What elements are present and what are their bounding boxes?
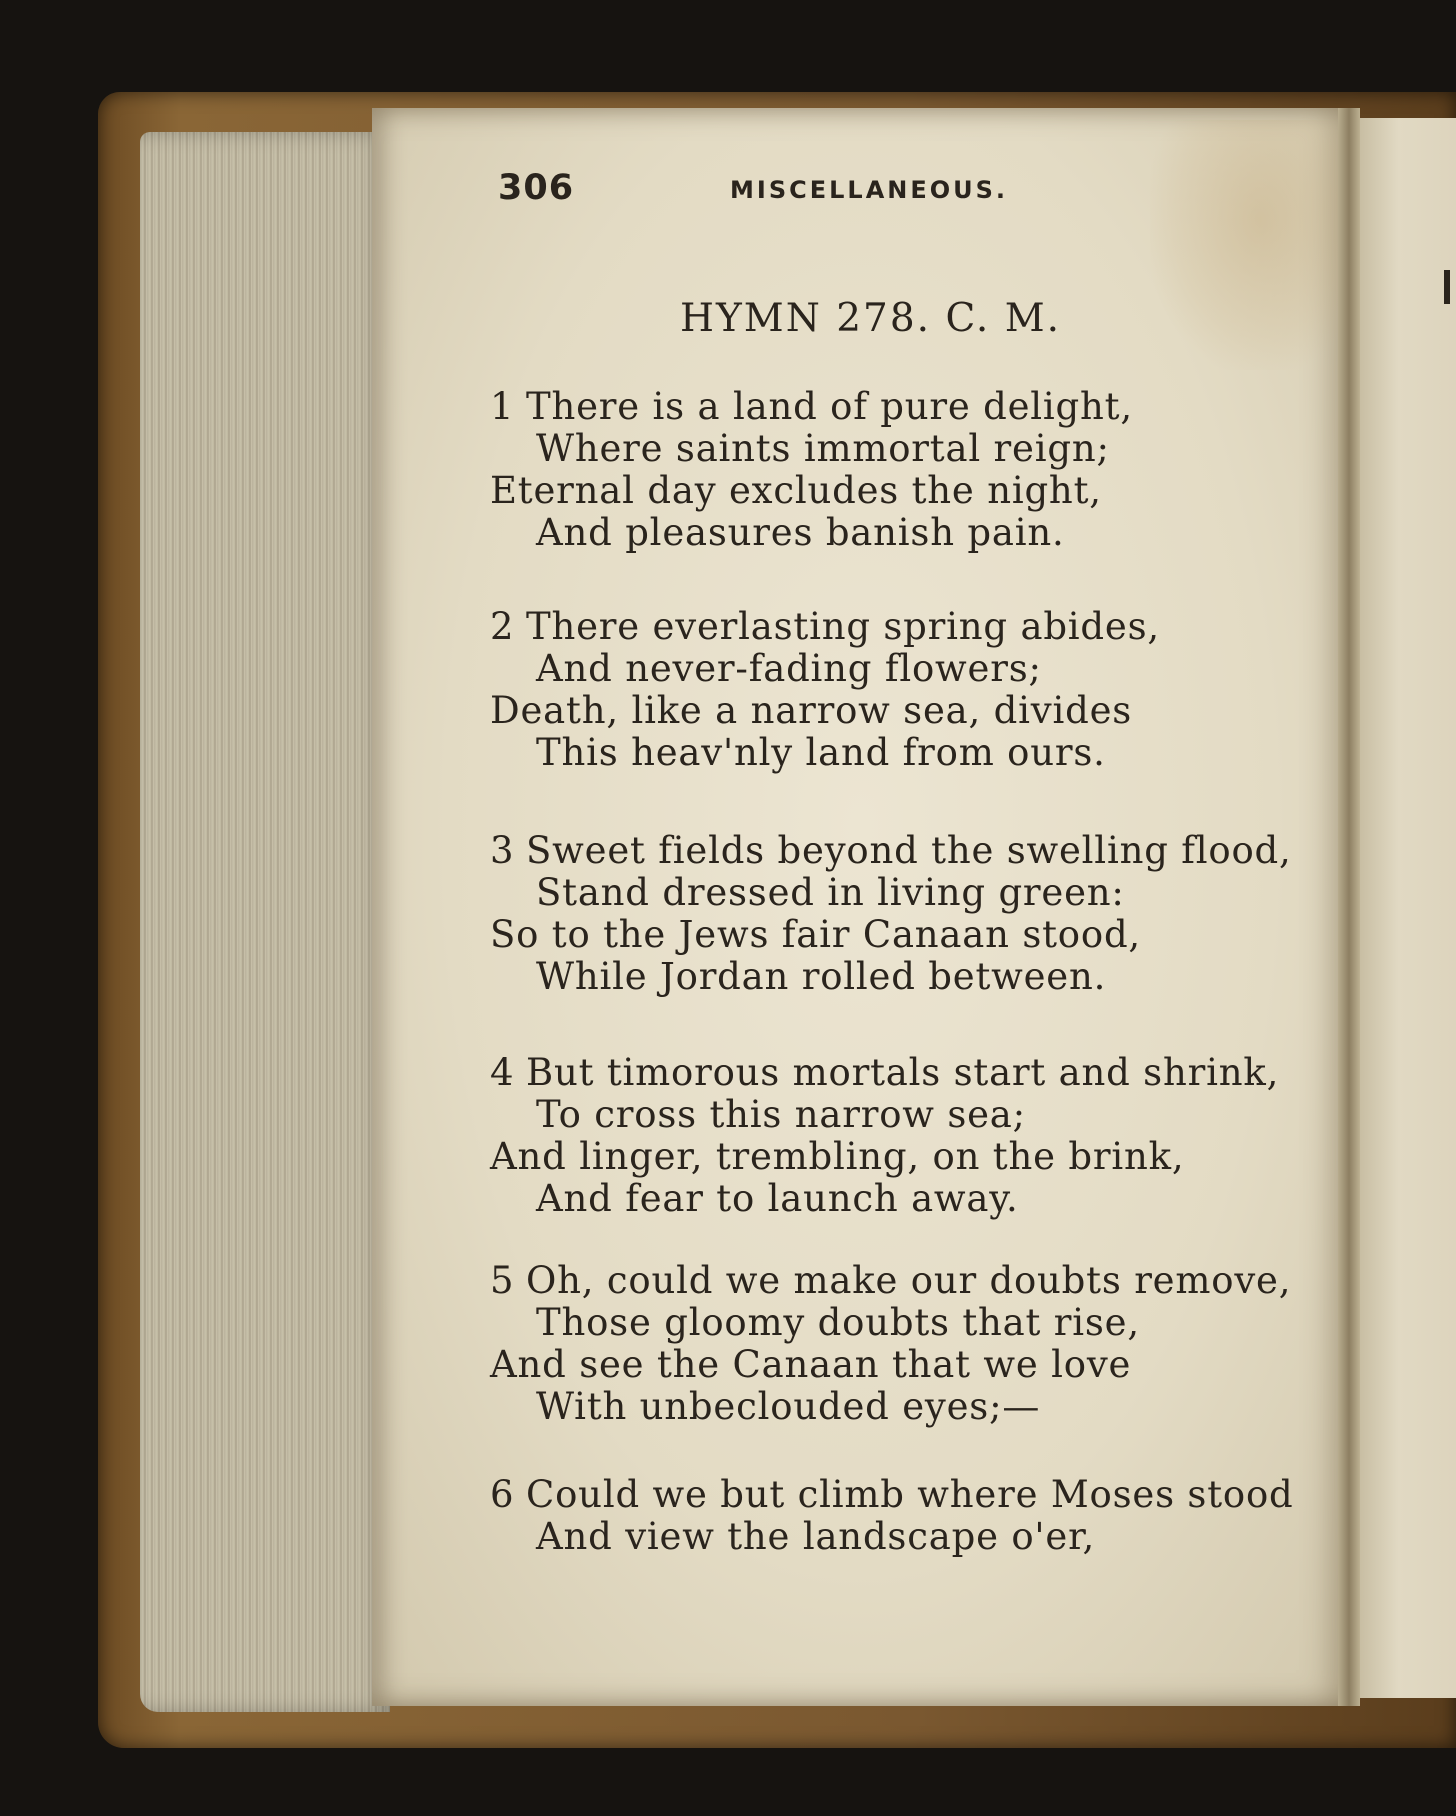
- hymn-line: [488, 914, 1292, 956]
- hymn-line: [488, 1178, 1279, 1220]
- hymn-line: [488, 386, 1133, 428]
- stanza: [488, 1474, 1294, 1558]
- line-text: And see the Canaan that we love: [490, 1343, 1132, 1386]
- hymn-line: [488, 872, 1292, 914]
- line-text: There is a land of pure delight,: [526, 385, 1133, 428]
- line-text: To cross this narrow sea;: [536, 1093, 1026, 1136]
- line-text: And never-fading flowers;: [536, 647, 1042, 690]
- line-text: So to the Jews fair Canaan stood,: [490, 913, 1141, 956]
- line-text: And pleasures banish pain.: [536, 511, 1065, 554]
- line-text: There everlasting spring abides,: [526, 605, 1160, 648]
- hymn-line: [488, 428, 1133, 470]
- section-title: MISCELLANEOUS.: [730, 176, 1009, 204]
- stanza: [488, 830, 1292, 998]
- line-text: Could we but climb where Moses stood: [526, 1473, 1294, 1516]
- hymn-title: HYMN 278. C. M.: [680, 296, 1062, 341]
- line-text: Where saints immortal reign;: [536, 427, 1110, 470]
- hymn-line: [488, 1094, 1279, 1136]
- hymn-line: [488, 1260, 1291, 1302]
- line-text: But timorous mortals start and shrink,: [526, 1051, 1280, 1094]
- stanza-number: 4: [490, 1051, 515, 1094]
- hymn-line: [488, 470, 1133, 512]
- stanza-number: 5: [490, 1259, 515, 1302]
- running-head: [498, 168, 1058, 218]
- line-text: And fear to launch away.: [536, 1177, 1019, 1220]
- hymn-line: [488, 648, 1160, 690]
- stanza-number: 2: [490, 605, 515, 648]
- water-stain: [1150, 120, 1350, 370]
- line-text: While Jordan rolled between.: [536, 955, 1107, 998]
- hymn-line: [488, 956, 1292, 998]
- page-number: 306: [498, 168, 575, 208]
- hymn-line: [488, 1302, 1291, 1344]
- hymn-line: [488, 732, 1160, 774]
- stanza-number: 6: [490, 1473, 515, 1516]
- right-page-glyph: [1444, 270, 1450, 304]
- hymn-line: [488, 1136, 1279, 1178]
- hymn-line: [488, 1052, 1279, 1094]
- hymn-line: [488, 512, 1133, 554]
- stanza: [488, 1260, 1291, 1428]
- line-text: Stand dressed in living green:: [536, 871, 1125, 914]
- line-text: Death, like a narrow sea, divides: [490, 689, 1133, 732]
- stanza-number: 3: [490, 829, 515, 872]
- line-text: And linger, trembling, on the brink,: [490, 1135, 1185, 1178]
- stanza: [488, 386, 1133, 554]
- line-text: And view the landscape o'er,: [536, 1515, 1096, 1558]
- right-page: [1360, 118, 1456, 1698]
- line-text: Oh, could we make our doubts remove,: [526, 1259, 1292, 1302]
- page-edges: [140, 132, 390, 1712]
- line-text: Eternal day excludes the night,: [490, 469, 1102, 512]
- stanza: [488, 1052, 1279, 1220]
- hymn-line: [488, 606, 1160, 648]
- book-gutter: [1338, 108, 1360, 1706]
- stanza: [488, 606, 1160, 774]
- line-text: With unbeclouded eyes;—: [536, 1385, 1041, 1428]
- line-text: Those gloomy doubts that rise,: [536, 1301, 1140, 1344]
- hymn-line: [488, 1344, 1291, 1386]
- hymn-line: [488, 1386, 1291, 1428]
- hymn-line: [488, 1474, 1294, 1516]
- hymn-line: [488, 690, 1160, 732]
- hymn-line: [488, 1516, 1294, 1558]
- hymn-line: [488, 830, 1292, 872]
- line-text: This heav'nly land from ours.: [536, 731, 1106, 774]
- stanza-number: 1: [490, 385, 515, 428]
- line-text: Sweet fields beyond the swelling flood,: [526, 829, 1292, 872]
